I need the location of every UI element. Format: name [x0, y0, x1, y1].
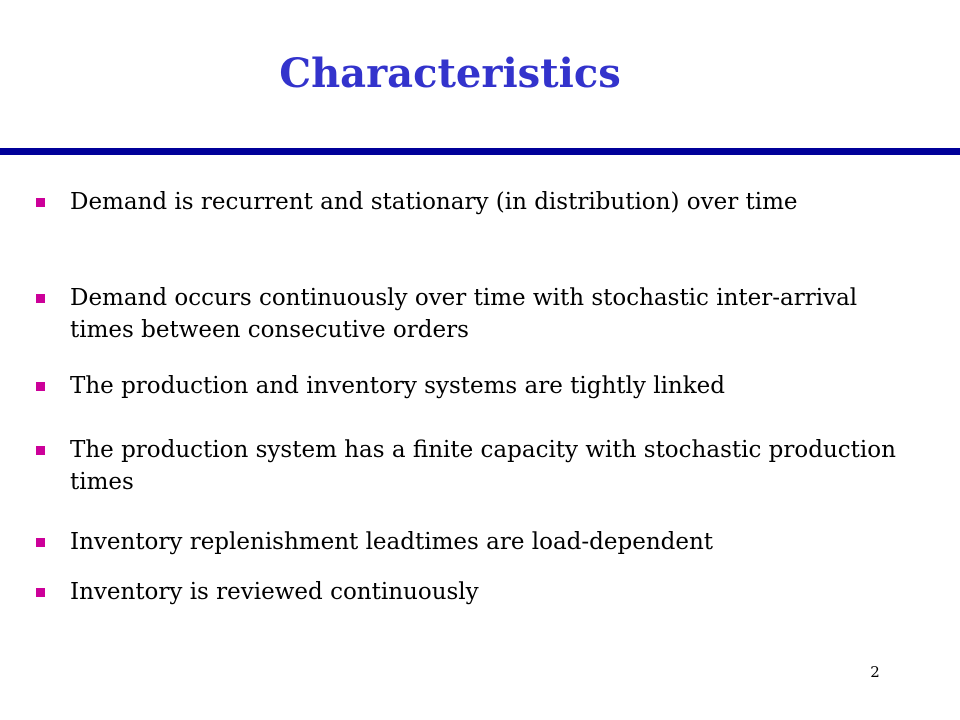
- bullet-text: Inventory is reviewed continuously: [70, 579, 479, 605]
- bullet-text: The production and inventory systems are tightly linked: [70, 373, 726, 399]
- slide-title: Characteristics: [279, 50, 621, 97]
- square-bullet-icon: [36, 382, 45, 391]
- square-bullet-icon: [36, 538, 45, 547]
- bullet-text: The production system has a finite capacity with stochastic production times: [70, 437, 896, 495]
- square-bullet-icon: [36, 588, 45, 597]
- square-bullet-icon: [36, 446, 45, 455]
- page-number: 2: [870, 663, 880, 681]
- square-bullet-icon: [36, 294, 45, 303]
- square-bullet-icon: [36, 198, 45, 207]
- bullet-text: Demand is recurrent and stationary (in distribution) over time: [70, 189, 798, 215]
- title-divider: [0, 148, 960, 155]
- bullet-text: Inventory replenishment leadtimes are load-dependent: [70, 529, 714, 555]
- bullet-text: Demand occurs continuously over time with stochastic inter-arrival times between consecutive orders: [70, 285, 858, 343]
